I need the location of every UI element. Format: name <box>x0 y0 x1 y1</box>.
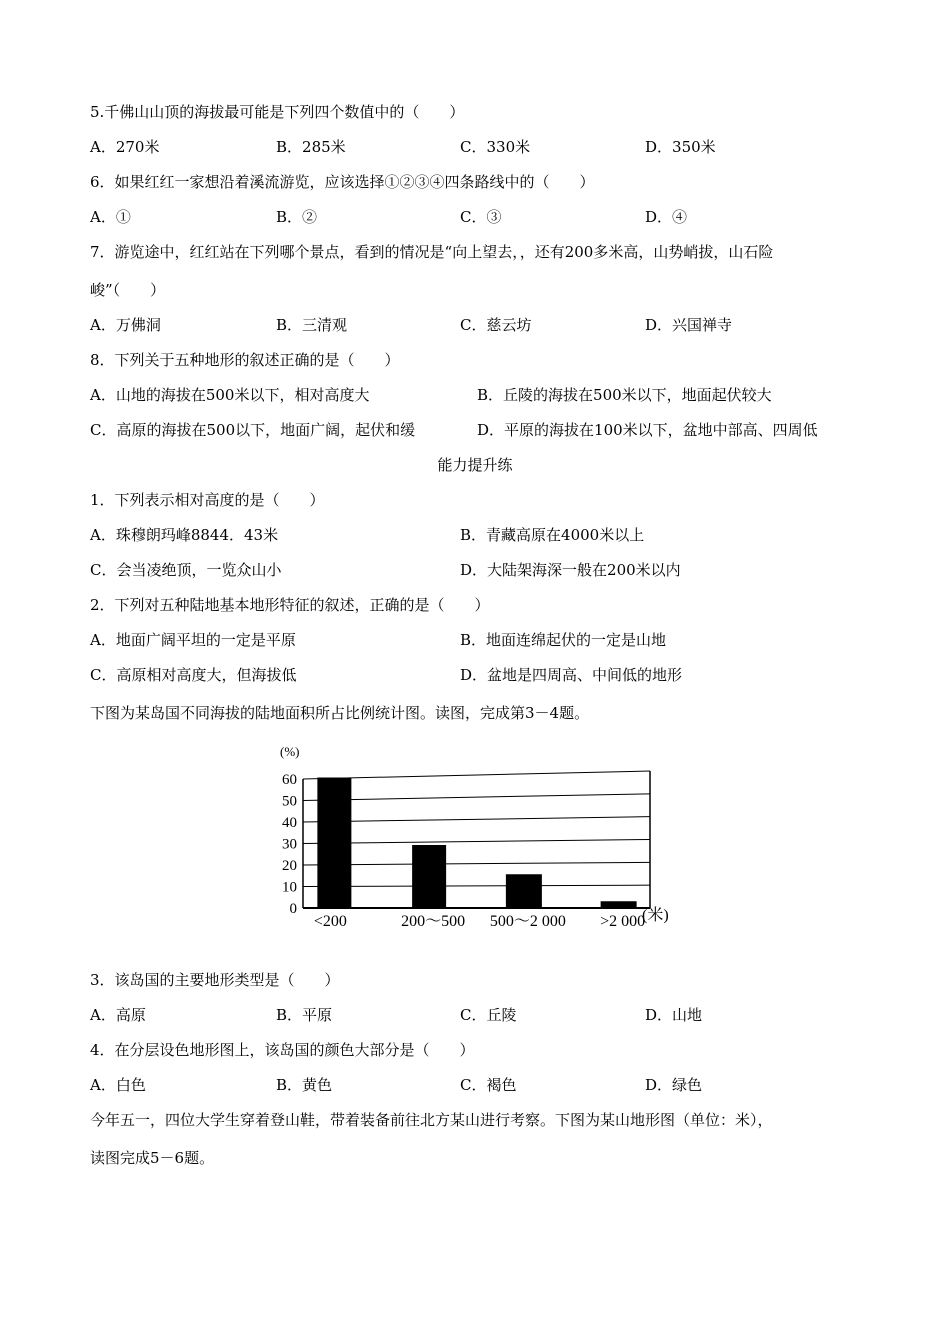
question-3-option-b: B．平原 <box>276 1006 333 1024</box>
chart-x-unit-label: (米) <box>642 907 669 924</box>
question-6-option-c: C．③ <box>460 208 502 226</box>
question-4-option-d: D．绿色 <box>645 1076 703 1094</box>
question-8-stem: 8．下列关于五种地形的叙述正确的是（ ） <box>90 351 400 369</box>
ability-question-2-option-d: D．盆地是四周高、中间低的地形 <box>460 666 683 684</box>
ability-question-2-option-c: C．高原相对高度大，但海拔低 <box>90 666 297 684</box>
chart-y-tick-label: 60 <box>282 772 297 788</box>
question-5-stem: 5.千佛山山顶的海拔最可能是下列四个数值中的（ ） <box>90 103 465 121</box>
chart-bar <box>412 845 446 908</box>
elevation-area-bar-chart <box>270 738 690 938</box>
ability-question-1-stem: 1．下列表示相对高度的是（ ） <box>90 491 325 509</box>
chart-y-tick-label: 20 <box>282 858 297 874</box>
question-6-option-a: A．① <box>90 208 131 226</box>
question-5-option-c: C．330米 <box>460 138 531 156</box>
chart-x-ticks <box>314 913 645 930</box>
chart-x-tick-label: <200 <box>313 913 347 930</box>
question-8-option-b: B．丘陵的海拔在500米以下，地面起伏较大 <box>477 386 772 404</box>
ability-question-2-option-b: B．地面连绵起伏的一定是山地 <box>460 631 667 649</box>
chart-gridline <box>303 862 650 865</box>
chart-bar <box>601 901 637 908</box>
chart-y-unit-label: (%) <box>280 744 300 759</box>
chart-y-ticks <box>282 772 297 917</box>
chart-x-tick-label: 500～2 000 <box>489 913 566 930</box>
chart-intro: 下图为某岛国不同海拔的陆地面积所占比例统计图。读图，完成第3－4题。 <box>90 704 590 722</box>
question-3-option-a: A．高原 <box>90 1006 146 1024</box>
question-8-option-a: A．山地的海拔在500米以下，相对高度大 <box>90 386 370 404</box>
closing-text-continued: 读图完成5－6题。 <box>90 1149 215 1167</box>
question-3-stem: 3．该岛国的主要地形类型是（ ） <box>90 971 340 989</box>
ability-question-1-option-d: D．大陆架海深一般在200米以内 <box>460 561 681 579</box>
ability-question-2-option-a: A．地面广阔平坦的一定是平原 <box>90 631 296 649</box>
question-7-option-b: B．三清观 <box>276 316 348 334</box>
question-5-option-d: D．350米 <box>645 138 716 156</box>
question-7-stem: 7．游览途中，红红站在下列哪个景点，看到的情况是“向上望去，，还有200多米高，山势峭拔，山石险 <box>90 243 774 261</box>
question-7-option-c: C．慈云坊 <box>460 316 532 334</box>
ability-question-1-option-a: A．珠穆朗玛峰8844．43米 <box>90 526 279 544</box>
closing-text: 今年五一，四位大学生穿着登山鞋，带着装备前往北方某山进行考察。下图为某山地形图（单位：米）， <box>90 1111 773 1129</box>
question-3-option-d: D．山地 <box>645 1006 703 1024</box>
chart-y-tick-label: 10 <box>282 879 297 896</box>
chart-bar <box>506 874 542 908</box>
chart-y-tick-label: 30 <box>282 836 297 853</box>
question-7-stem-continued: 峻”（ ） <box>90 281 166 299</box>
question-6-stem: 6．如果红红一家想沿着溪流游览，应该选择①②③④四条路线中的（ ） <box>90 173 595 191</box>
question-4-option-c: C．褐色 <box>460 1076 517 1094</box>
question-6-option-b: B．② <box>276 208 318 226</box>
chart-y-tick-label: 0 <box>289 901 297 917</box>
ability-question-2-stem: 2．下列对五种陆地基本地形特征的叙述，正确的是（ ） <box>90 596 490 614</box>
chart-y-tick-label: 50 <box>282 793 297 810</box>
chart-gridline <box>303 794 650 801</box>
question-5-option-a: A．270米 <box>90 138 160 156</box>
chart-gridline <box>303 885 650 886</box>
question-8-option-d: D．平原的海拔在100米以下，盆地中部高、四周低 <box>477 421 818 439</box>
chart-x-tick-label: 200～500 <box>401 913 466 930</box>
question-8-option-c: C．高原的海拔在500以下，地面广阔，起伏和缓 <box>90 421 416 439</box>
question-4-option-b: B．黄色 <box>276 1076 333 1094</box>
chart-gridline <box>303 817 650 822</box>
chart-gridline <box>303 840 650 844</box>
chart-bar <box>317 778 351 909</box>
ability-question-1-option-c: C．会当凌绝顶，一览众山小 <box>90 561 282 579</box>
section-title: 能力提升练 <box>437 456 513 474</box>
chart-y-tick-label: 40 <box>282 815 297 831</box>
question-3-option-c: C．丘陵 <box>460 1006 517 1024</box>
chart-grid <box>303 771 650 908</box>
chart-gridline <box>303 771 650 779</box>
question-4-option-a: A．白色 <box>90 1076 146 1094</box>
ability-question-1-option-b: B．青藏高原在4000米以上 <box>460 526 645 544</box>
question-4-stem: 4．在分层设色地形图上，该岛国的颜色大部分是（ ） <box>90 1041 475 1059</box>
question-7-option-a: A．万佛洞 <box>90 316 161 334</box>
question-6-option-d: D．④ <box>645 208 688 226</box>
question-7-option-d: D．兴国禅寺 <box>645 316 733 334</box>
question-5-option-b: B．285米 <box>276 138 346 156</box>
chart-x-tick-label: >2 000 <box>600 913 646 930</box>
